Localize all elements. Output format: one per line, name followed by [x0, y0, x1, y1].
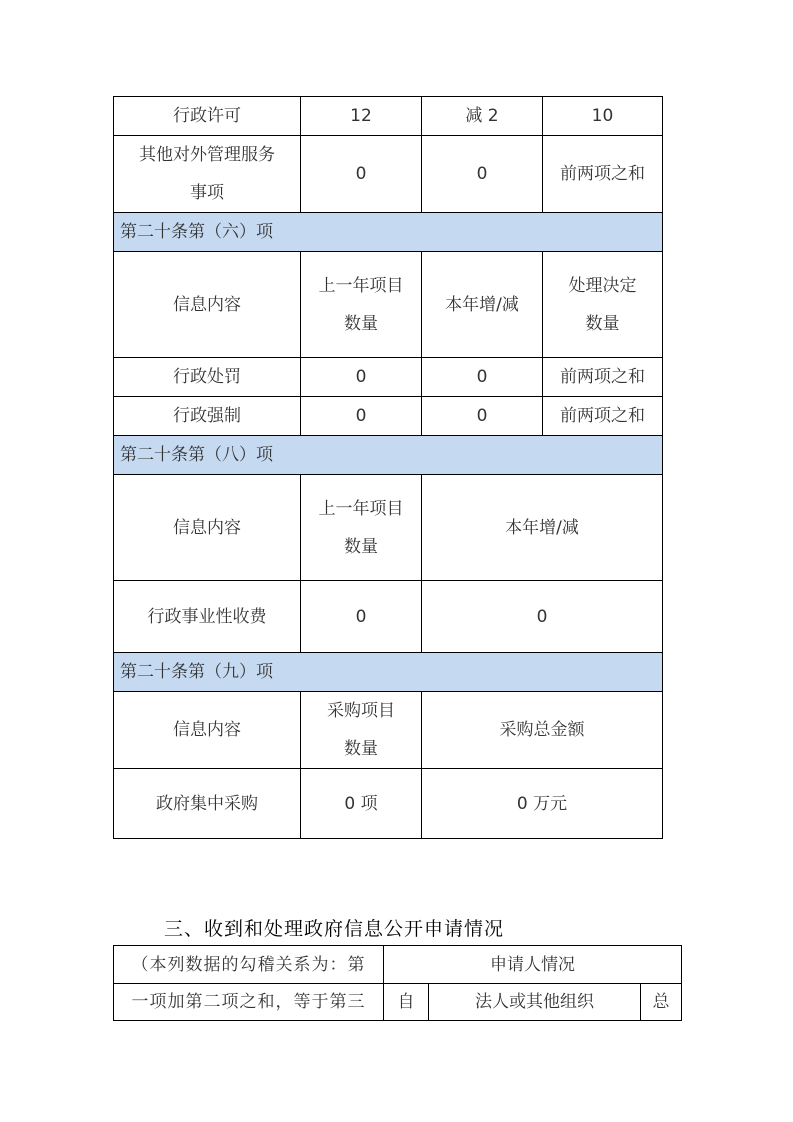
table-row: [114, 397, 663, 436]
header-line: 采购项目: [327, 701, 395, 721]
disclosure-table: [113, 96, 663, 839]
change: 减 2: [422, 97, 543, 136]
section-band: [114, 436, 663, 475]
change: 0: [422, 358, 543, 397]
section-band: [114, 653, 663, 692]
purchase-count: 0 项: [301, 769, 422, 839]
note-cell: （本列数据的勾稽关系为：第: [114, 946, 384, 984]
table-row: [114, 769, 663, 839]
table-row: [114, 581, 663, 653]
item-name: 行政处罚: [114, 358, 301, 397]
prev-count: 0: [301, 358, 422, 397]
table-row: [114, 946, 682, 984]
application-table: [113, 945, 682, 1021]
table-row: [114, 97, 663, 136]
prev-count: 12: [301, 97, 422, 136]
header-line: 上一年项目: [318, 275, 404, 296]
note-cell: 一项加第二项之和，等于第三: [114, 984, 384, 1021]
header-line: 处理决定: [568, 275, 637, 296]
col-header-amount: 采购总金额: [422, 692, 663, 769]
header-line: 数量: [344, 536, 378, 557]
prev-count: 0: [301, 397, 422, 436]
decision-count: 前两项之和: [543, 358, 663, 397]
header-row: [114, 475, 663, 581]
col-header-prev: [301, 252, 422, 358]
current-count: 10: [543, 97, 663, 136]
change: 0: [422, 581, 663, 653]
decision-count: 前两项之和: [543, 397, 663, 436]
prev-count: 0: [301, 136, 422, 213]
section-heading: 三、收到和处理政府信息公开申请情况: [164, 918, 505, 940]
current-count: 前两项之和: [543, 136, 663, 213]
col-header-content: 信息内容: [114, 692, 301, 769]
change: 0: [422, 136, 543, 213]
col-legal-person: 法人或其他组织: [429, 984, 641, 1021]
col-header-content: 信息内容: [114, 252, 301, 358]
col-header-decision: [543, 252, 663, 358]
applicant-header: 申请人情况: [384, 946, 682, 984]
item-name: 行政许可: [114, 97, 301, 136]
prev-count: 0: [301, 581, 422, 653]
item-name: [114, 136, 301, 213]
header-line: 数量: [585, 313, 620, 334]
col-header-prev: [301, 475, 422, 581]
col-header-change: 本年增/减: [422, 252, 543, 358]
section-band: [114, 213, 663, 252]
section-title: 第二十条第（八）项: [114, 436, 663, 475]
item-name: 行政强制: [114, 397, 301, 436]
col-header-change: 本年增/减: [422, 475, 663, 581]
header-row: [114, 252, 663, 358]
col-total: 总: [641, 984, 682, 1021]
table-row: [114, 136, 663, 213]
header-row: [114, 692, 663, 769]
item-name: 行政事业性收费: [114, 581, 301, 653]
purchase-amount: 0 万元: [422, 769, 663, 839]
col-natural-person: 自: [384, 984, 429, 1021]
table-row: [114, 984, 682, 1021]
section-title: 第二十条第（九）项: [114, 653, 663, 692]
header-line: 数量: [344, 739, 378, 759]
col-header-content: 信息内容: [114, 475, 301, 581]
header-line: 数量: [344, 313, 378, 334]
section-title: 第二十条第（六）项: [114, 213, 663, 252]
item-name-line2: 事项: [190, 183, 224, 203]
item-name: 政府集中采购: [114, 769, 301, 839]
header-line: 上一年项目: [318, 498, 404, 519]
change: 0: [422, 397, 543, 436]
table-row: [114, 358, 663, 397]
col-header-count: [301, 692, 422, 769]
item-name-line1: 其他对外管理服务: [139, 145, 275, 165]
